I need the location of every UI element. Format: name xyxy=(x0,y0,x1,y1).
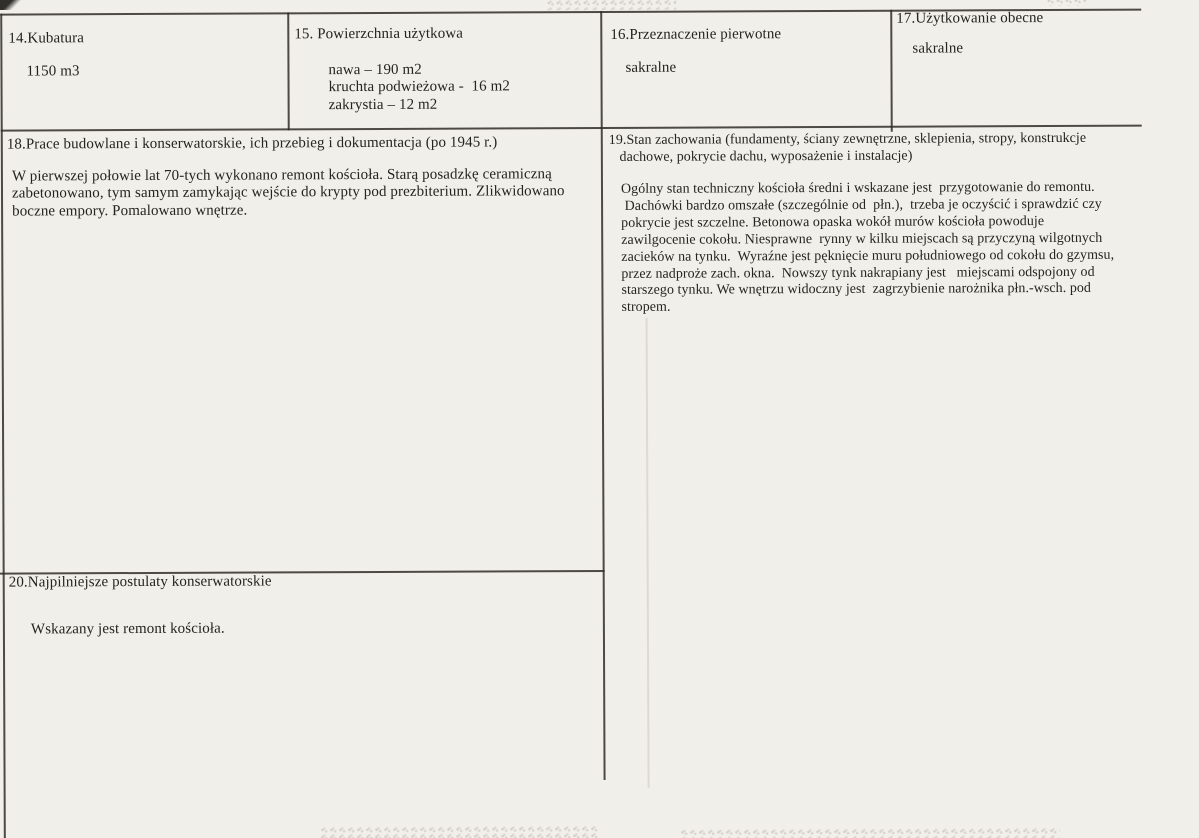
field-15-label: 15. Powierzchnia użytkowa xyxy=(294,25,464,43)
field-17-label: 17.Użytkowanie obecne xyxy=(896,10,1044,27)
scan-noise xyxy=(320,826,600,838)
paper-crease xyxy=(646,318,650,788)
field-18-label: 18.Prace budowlane i konserwatorskie, ich przebieg i dokumentacja (po 1945 r.) xyxy=(6,134,498,153)
scan-noise xyxy=(1046,0,1086,6)
field-19-body: Ogólny stan techniczny kościoła średni i wskazane jest przygotowanie do remontu. Dachówki bardzo omszałe (szczególnie od płn.), trzeba je oczyścić i sprawdzić czy pokrycie jest szczelne. Betonowa opaska wokół murów kościoła powoduje zawilgocenie cokołu. Niesprawne rynny w kilku miejscach są przyczyną wilgotnych zacieków na tynku. Wyraźne jest pęknięcie muru południowego od cokołu do gzymsu, przez nadproże zach. okna. Nowszy tynk nakrapiany jest miejscami odspojony od starszego tynku. We wnętrzu widoczny jest zagrzybienie narożnika płn.-wsch. pod stropem. xyxy=(620,179,1115,316)
left-border xyxy=(0,14,6,838)
field-18-body: W pierwszej połowie lat 70-tych wykonano remont kościoła. Starą posadzkę ceramiczną zabetonowano, tym samym zamykając wejście do krypty pod prezbiterium. Zlikwidowano boczne empory. Pomalowano wnętrze. xyxy=(11,166,565,220)
scan-corner-artifact xyxy=(0,0,26,10)
field-19-label: 19.Stan zachowania (fundamenty, ściany zewnętrzne, sklepienia, stropy, konstrukcje dachowe, pokrycie dachu, wyposażenie i instalacje) xyxy=(608,130,1087,165)
field-14-value: 1150 m3 xyxy=(26,63,80,80)
scan-noise xyxy=(680,828,1060,838)
field-20-body: Wskazany jest remont kościoła. xyxy=(30,620,225,638)
scan-noise xyxy=(546,0,676,10)
divider-14-15 xyxy=(287,12,290,130)
field-15-values: nawa – 190 m2 kruchta podwieżowa - 16 m2 zakrystia – 12 m2 xyxy=(328,61,510,113)
field-16-label: 16.Przeznaczenie pierwotne xyxy=(610,26,782,43)
field-16-value: sakralne xyxy=(625,59,677,76)
field-14-label: 14.Kubatura xyxy=(8,30,85,47)
field-20-label: 20.Najpilniejsze postulaty konserwatorskie xyxy=(8,573,272,591)
divider-16-17 xyxy=(890,10,893,132)
field-17-value: sakralne xyxy=(912,40,964,57)
